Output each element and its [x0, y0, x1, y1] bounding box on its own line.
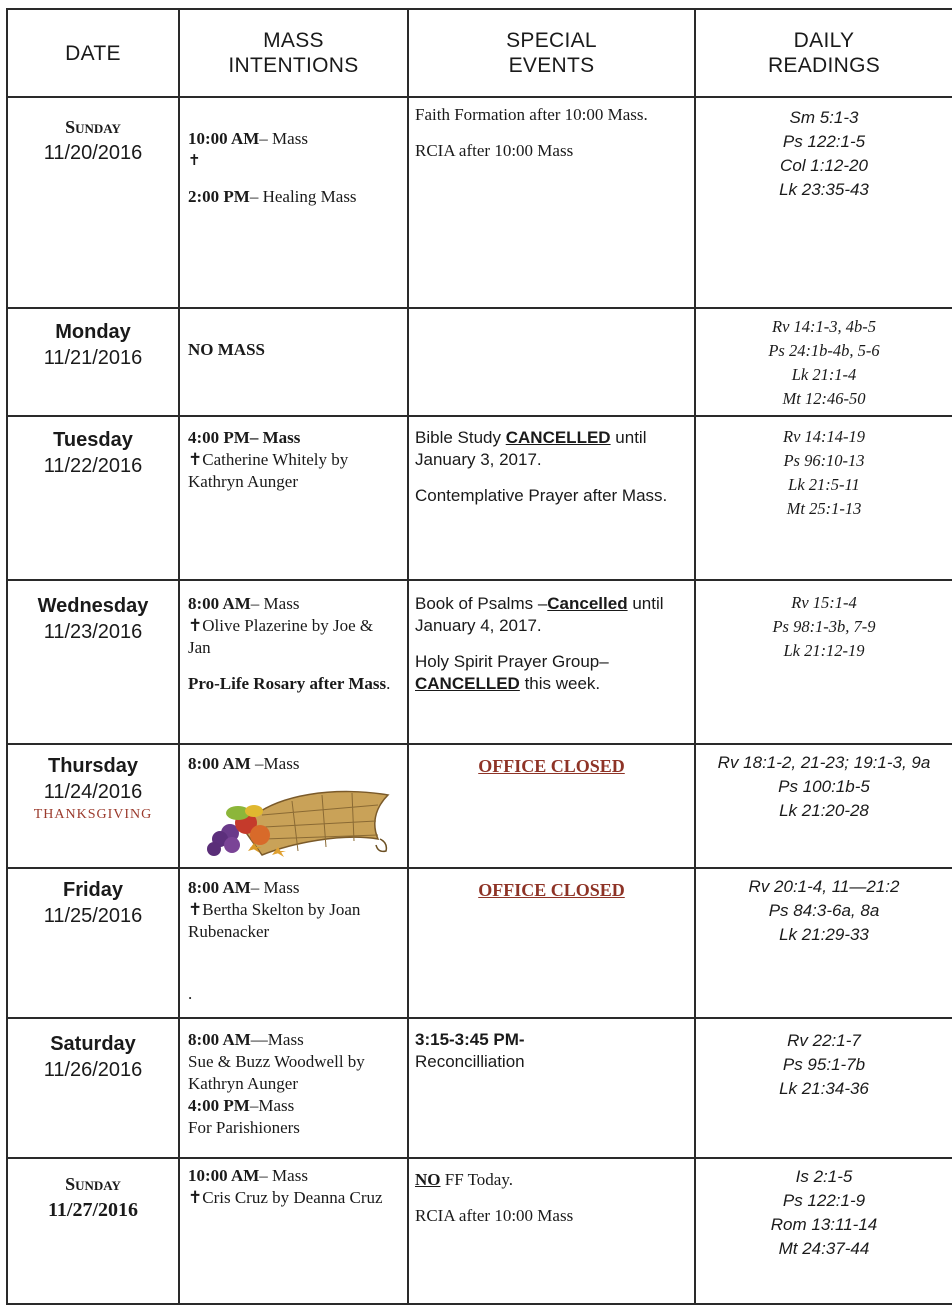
date-value: 11/26/2016 — [43, 1059, 143, 1081]
table-row — [7, 97, 952, 308]
holiday-label: THANKSGIVING — [33, 807, 153, 822]
readings-cell: Rv 18:1-2, 21-23; 19:1-3, 9a Ps 100:1b-5 Lk 21:20-28 — [695, 744, 952, 868]
header-daily-readings: DAILY READINGS — [695, 9, 952, 97]
header-row — [7, 9, 952, 97]
date-cell — [7, 868, 179, 1018]
mass-intentions-cell: 8:00 AM—Mass Sue & Buzz Woodwell by Kathryn Aunger 4:00 PM–Mass For Parishioners — [179, 1018, 408, 1158]
table-row — [7, 1158, 952, 1304]
date-value: 11/24/2016 — [43, 781, 143, 803]
special-events-cell — [408, 868, 695, 1018]
special-events-cell: NO FF Today. RCIA after 10:00 Mass — [408, 1158, 695, 1304]
weekly-schedule-table — [6, 8, 952, 1305]
table-row — [7, 580, 952, 744]
day-name: Sunday — [65, 117, 121, 137]
readings-cell: Rv 14:14-19 Ps 96:10-13 Lk 21:5-11 Mt 25:1-13 — [695, 416, 952, 580]
date-cell — [7, 1018, 179, 1158]
date-cell — [7, 416, 179, 580]
mass-intentions-cell: 4:00 PM– Mass ✝Catherine Whitely by Kathryn Aunger — [179, 416, 408, 580]
day-name: Sunday — [65, 1174, 121, 1194]
schedule-sheet — [6, 8, 952, 1300]
date-value: 11/22/2016 — [43, 455, 143, 477]
date-cell — [7, 580, 179, 744]
day-name: Tuesday — [53, 429, 133, 451]
special-events-cell — [408, 308, 695, 416]
cornucopia-illustration — [202, 781, 392, 861]
date-value: 11/23/2016 — [43, 621, 143, 643]
special-events-cell: Book of Psalms –Cancelled until January 4, 2017. Holy Spirit Prayer Group–CANCELLED this week. — [408, 580, 695, 744]
day-name: Saturday — [50, 1033, 136, 1055]
table-row — [7, 308, 952, 416]
date-value: 11/21/2016 — [43, 347, 143, 369]
table-row — [7, 744, 952, 868]
mass-intentions-cell: 8:00 AM –Mass — [179, 744, 408, 868]
day-name: Monday — [55, 321, 131, 343]
special-events-cell — [408, 744, 695, 868]
date-cell — [7, 744, 179, 868]
readings-cell: Rv 22:1-7 Ps 95:1-7b Lk 21:34-36 — [695, 1018, 952, 1158]
special-events-cell: Faith Formation after 10:00 Mass. RCIA after 10:00 Mass — [408, 97, 695, 308]
date-value: 11/27/2016 — [47, 1199, 138, 1221]
mass-intentions-cell: 8:00 AM– Mass ✝Bertha Skelton by Joan Rubenacker . — [179, 868, 408, 1018]
office-closed-label: OFFICE CLOSED — [478, 880, 625, 900]
office-closed-label: OFFICE CLOSED — [478, 756, 625, 776]
mass-intentions-cell: NO MASS — [179, 308, 408, 416]
readings-cell: Is 2:1-5 Ps 122:1-9 Rom 13:11-14 Mt 24:37-44 — [695, 1158, 952, 1304]
cross-icon: ✝ — [188, 153, 201, 169]
header-special-events: SPECIAL EVENTS — [408, 9, 695, 97]
table-row — [7, 416, 952, 580]
date-cell — [7, 97, 179, 308]
table-row — [7, 1018, 952, 1158]
readings-cell: Rv 20:1-4, 11—21:2 Ps 84:3-6a, 8a Lk 21:29-33 — [695, 868, 952, 1018]
readings-cell: Rv 15:1-4 Ps 98:1-3b, 7-9 Lk 21:12-19 — [695, 580, 952, 744]
mass-intentions-cell: 8:00 AM– Mass ✝Olive Plazerine by Joe & Jan Pro-Life Rosary after Mass. — [179, 580, 408, 744]
readings-cell: Rv 14:1-3, 4b-5 Ps 24:1b-4b, 5-6 Lk 21:1-4 Mt 12:46-50 — [695, 308, 952, 416]
day-name: Friday — [62, 879, 124, 901]
day-name: Wednesday — [37, 595, 149, 617]
date-value: 11/25/2016 — [43, 905, 143, 927]
readings-cell: Sm 5:1-3 Ps 122:1-5 Col 1:12-20 Lk 23:35-43 — [695, 97, 952, 308]
special-events-cell: Bible Study CANCELLED until January 3, 2017. Contemplative Prayer after Mass. — [408, 416, 695, 580]
day-name: Thursday — [47, 755, 139, 777]
mass-intentions-cell: 10:00 AM– Mass ✝ 2:00 PM– Healing Mass — [179, 97, 408, 308]
header-mass-intentions: MASS INTENTIONS — [179, 9, 408, 97]
date-value: 11/20/2016 — [43, 142, 143, 164]
special-events-cell: 3:15-3:45 PM- Reconcilliation — [408, 1018, 695, 1158]
table-row — [7, 868, 952, 1018]
mass-intentions-cell: 10:00 AM– Mass ✝Cris Cruz by Deanna Cruz — [179, 1158, 408, 1304]
header-date: DATE — [7, 9, 179, 97]
date-cell — [7, 308, 179, 416]
date-cell — [7, 1158, 179, 1304]
